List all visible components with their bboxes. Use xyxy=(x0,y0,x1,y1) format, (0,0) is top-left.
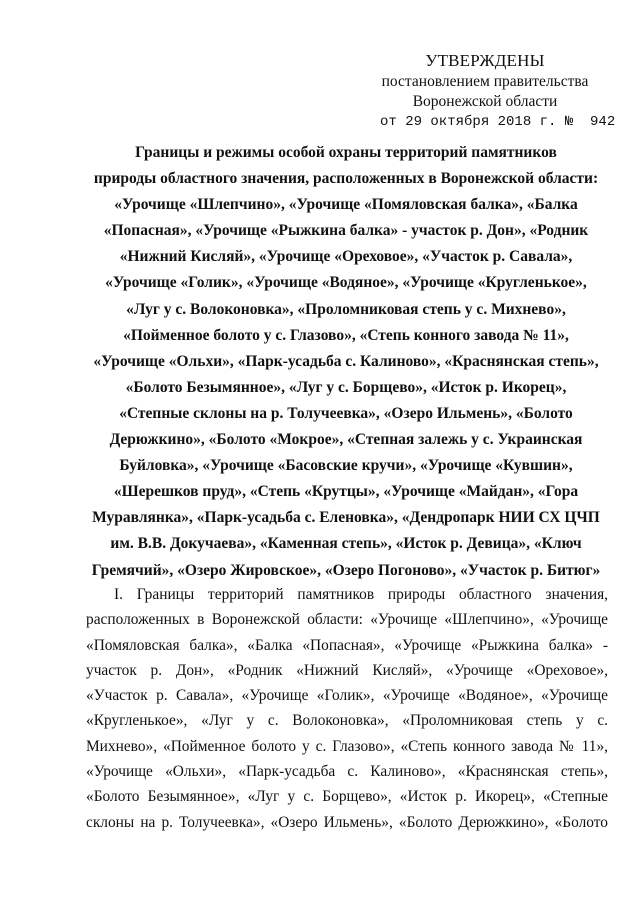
title-line: «Попасная», «Урочище «Рыжкина балка» - участок р. Дон», «Родник xyxy=(103,222,589,240)
section-one-paragraph xyxy=(86,582,608,835)
title-line: «Урочище «Ольхи», «Парк-усадьба с. Калиново», «Краснянская степь», xyxy=(93,352,599,370)
title-line: Муравлянка», «Парк-усадьба с. Еленовка», «Дендропарк НИИ СХ ЦЧП xyxy=(92,509,600,527)
paragraph-line: «Болото Безымянное», «Луг у с. Борщево», «Исток р. Икорец», «Степные xyxy=(86,788,608,806)
approval-region-line: Воронежской области xyxy=(412,93,558,110)
title-line: Дерюжкино», «Болото «Мокрое», «Степная залежь у с. Украинская xyxy=(109,431,583,449)
title-line: природы областного значения, расположенных в Воронежской области: xyxy=(93,170,599,188)
paragraph-line: участок р. Дон», «Родник «Нижний Кисляй», «Урочище «Ореховое», xyxy=(86,661,608,679)
paragraph-line: «Урочище «Ольхи», «Парк-усадьба с. Калиново», «Краснянская степь», xyxy=(86,763,608,781)
paragraph-line: склоны на р. Толучеевка», «Озеро Ильмень», «Болото Дерюжкино», «Болото xyxy=(86,813,608,831)
title-line: «Пойменное болото у с. Глазово», «Степь конного завода № 11», xyxy=(123,326,569,344)
title-line: Гремячий», «Озеро Жировское», «Озеро Погоново», «Участок р. Битюг» xyxy=(91,561,601,579)
approval-date-number: от 29 октября 2018 г. № 942 xyxy=(380,114,616,130)
title-line: Буйловка», «Урочище «Басовские кручи», «Урочище «Кувшин», xyxy=(119,457,573,475)
title-line: «Степные склоны на р. Толучеевка», «Озеро Ильмень», «Болото xyxy=(119,404,573,422)
paragraph-line: Михнево», «Пойменное болото у с. Глазово», «Степь конного завода № 11», xyxy=(86,737,608,755)
paragraph-line: I. Границы территорий памятников природы областного значения, xyxy=(114,586,608,603)
title-line: Границы и режимы особой охраны территорий памятников xyxy=(135,144,557,161)
paragraph-line: «Участок р. Савала», «Урочище «Голик», «Урочище «Водяное», «Урочище xyxy=(86,687,608,705)
title-line: «Урочище «Шлепчино», «Урочище «Помяловская балка», «Балка xyxy=(114,196,578,214)
paragraph-line: «Кругленькое», «Луг у с. Волоконовка», «Проломниковая степь у с. xyxy=(86,712,608,730)
title-line: «Урочище «Голик», «Урочище «Водяное», «Урочище «Кругленькое», xyxy=(105,274,587,292)
approved-heading: УТВЕРЖДЕНЫ xyxy=(425,51,545,70)
title-line: «Болото Безымянное», «Луг у с. Борщево», «Исток р. Икорец», xyxy=(125,378,567,396)
document-title xyxy=(86,140,606,584)
approval-resolution-line: постановлением правительства xyxy=(381,73,589,90)
title-line: им. В.В. Докучаева», «Каменная степь», «Исток р. Девица», «Ключ xyxy=(110,535,582,553)
paragraph-line: расположенных в Воронежской области: «Урочище «Шлепчино», «Урочище xyxy=(86,611,608,629)
title-line: «Нижний Кисляй», «Урочище «Ореховое», «Участок р. Савала», xyxy=(119,248,573,266)
title-line: «Луг у с. Волоконовка», «Проломниковая степь у с. Михнево», xyxy=(126,300,566,318)
title-line: «Шерешков пруд», «Степь «Крутцы», «Урочище «Майдан», «Гора xyxy=(113,483,579,501)
paragraph-line: «Помяловская балка», «Балка «Попасная», «Урочище «Рыжкина балка» - xyxy=(86,636,608,654)
approval-block xyxy=(360,50,616,132)
